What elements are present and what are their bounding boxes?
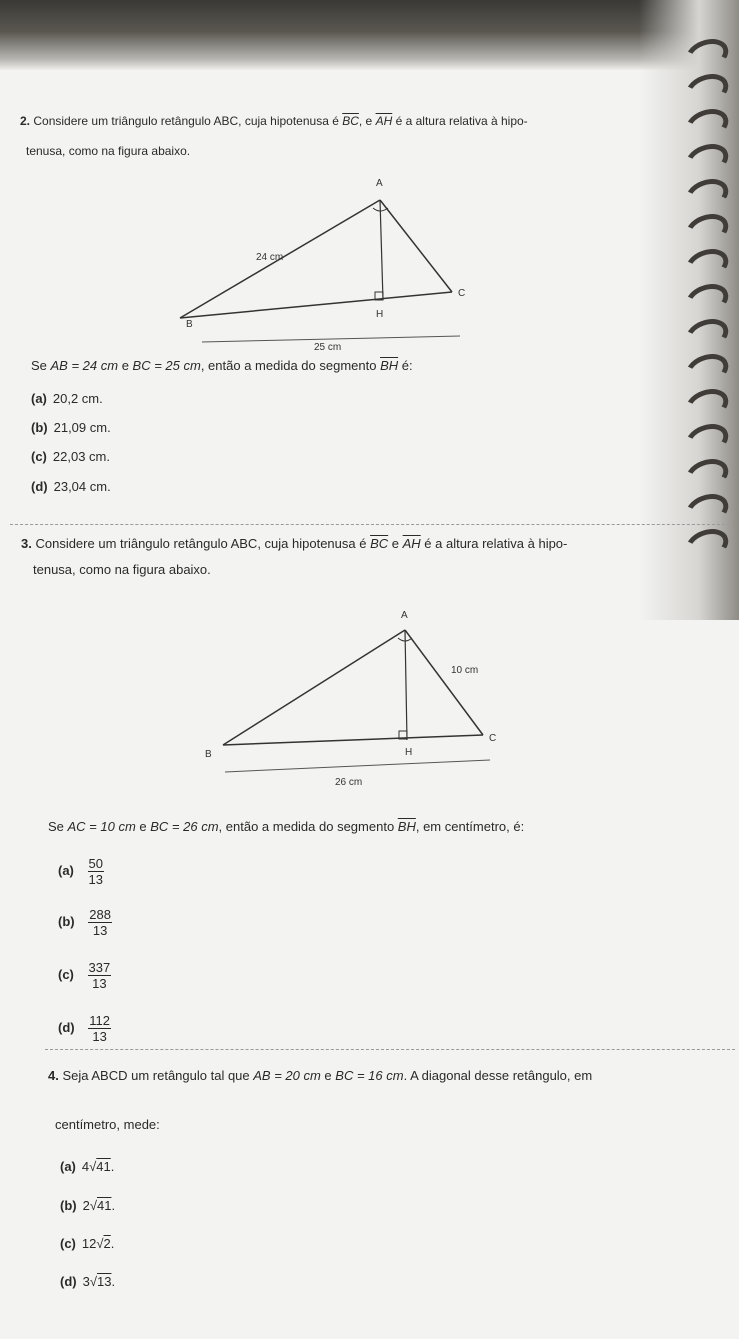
spiral-binding — [669, 40, 739, 600]
side-ab — [223, 630, 405, 745]
label-h: H — [376, 309, 384, 320]
base-dimension-line — [225, 760, 490, 772]
q2-option-c[interactable]: (c) 22,03 cm. — [31, 449, 110, 464]
q4-option-d[interactable]: (d) 3√13. — [60, 1274, 116, 1289]
spiral-ring — [681, 103, 733, 146]
side-bc — [223, 735, 483, 745]
background-shadow — [0, 0, 739, 70]
label-base: 25 cm — [314, 342, 342, 353]
label-c: C — [458, 288, 466, 299]
spiral-ring — [681, 173, 733, 216]
q3-triangle-figure — [195, 605, 515, 800]
spiral-ring — [681, 383, 733, 426]
q3-stem-cont: tenusa, como na figura abaixo. — [33, 562, 211, 577]
side-bc — [180, 292, 452, 318]
spiral-ring — [681, 278, 733, 321]
spiral-ring — [681, 453, 733, 496]
label-h: H — [405, 747, 413, 758]
label-c: C — [489, 733, 497, 744]
label-base: 26 cm — [335, 777, 363, 788]
separator — [10, 524, 730, 525]
q4-stem-cont: centímetro, mede: — [55, 1117, 160, 1132]
q2-option-b[interactable]: (b) 21,09 cm. — [31, 420, 111, 435]
q2-given: Se AB = 24 cm e BC = 25 cm, então a medida do segmento $\overline{BH}$ é: — [31, 358, 413, 373]
spiral-ring — [681, 138, 733, 181]
q4-option-c[interactable]: (c) 12√2. — [60, 1236, 115, 1251]
q3-option-a[interactable]: (a) $\frac{50}{13}$ — [58, 856, 103, 887]
fraction: $\frac{337}{13}$ — [88, 960, 111, 991]
spiral-ring — [681, 208, 733, 251]
fraction: $\frac{112}{13}$ — [89, 1013, 110, 1044]
side-ac — [405, 630, 483, 735]
spiral-ring — [681, 33, 733, 76]
q4-stem: 4. Seja ABCD um retângulo tal que AB = 20 cm e BC = 16 cm. A diagonal desse retângulo, em — [48, 1068, 593, 1083]
spiral-ring — [681, 243, 733, 286]
fraction: $\frac{50}{13}$ — [88, 856, 103, 887]
spiral-ring — [681, 418, 733, 461]
q3-option-b[interactable]: (b) $\frac{288}{13}$ — [58, 907, 111, 938]
label-side: 24 cm — [256, 252, 284, 263]
label-a: A — [376, 178, 383, 189]
q3-given: Se AC = 10 cm e BC = 26 cm, então a medida do segmento $\overline{BH}$, em centímetro, é: — [48, 819, 525, 834]
separator — [45, 1049, 735, 1050]
q2-option-a[interactable]: (a) 20,2 cm. — [31, 391, 103, 406]
q3-stem: 3. Considere um triângulo retângulo ABC, cuja hipotenusa é $\overline{BC}$ e $\overline{AH}$ é a altura relativa à hipo- — [21, 536, 568, 551]
q3-option-d[interactable]: (d) $\frac{112}{13}$ — [58, 1013, 110, 1044]
q4-option-b[interactable]: (b) 2√41. — [60, 1198, 116, 1213]
q2-stem: 2. Considere um triângulo retângulo ABC, cuja hipotenusa é $\overline{BC}$, e $\overline{AH}$ é a altura relativa à hipo- — [20, 114, 528, 128]
q4-option-a[interactable]: (a) 4√41. — [60, 1159, 115, 1174]
label-side: 10 cm — [451, 665, 479, 676]
q2-stem-cont: tenusa, como na figura abaixo. — [26, 144, 191, 158]
spiral-ring — [681, 488, 733, 531]
label-b: B — [205, 749, 212, 760]
fraction: $\frac{288}{13}$ — [89, 907, 111, 938]
side-ac — [380, 200, 452, 292]
height-ah — [380, 200, 383, 300]
q3-option-c[interactable]: (c) $\frac{337}{13}$ — [58, 960, 111, 991]
spiral-ring — [681, 348, 733, 391]
spiral-ring — [681, 68, 733, 111]
spiral-ring — [681, 313, 733, 356]
q2-triangle-figure — [170, 172, 490, 357]
label-a: A — [401, 610, 408, 621]
height-ah — [405, 630, 407, 740]
q2-option-d[interactable]: (d) 23,04 cm. — [31, 479, 111, 494]
label-b: B — [186, 319, 193, 330]
